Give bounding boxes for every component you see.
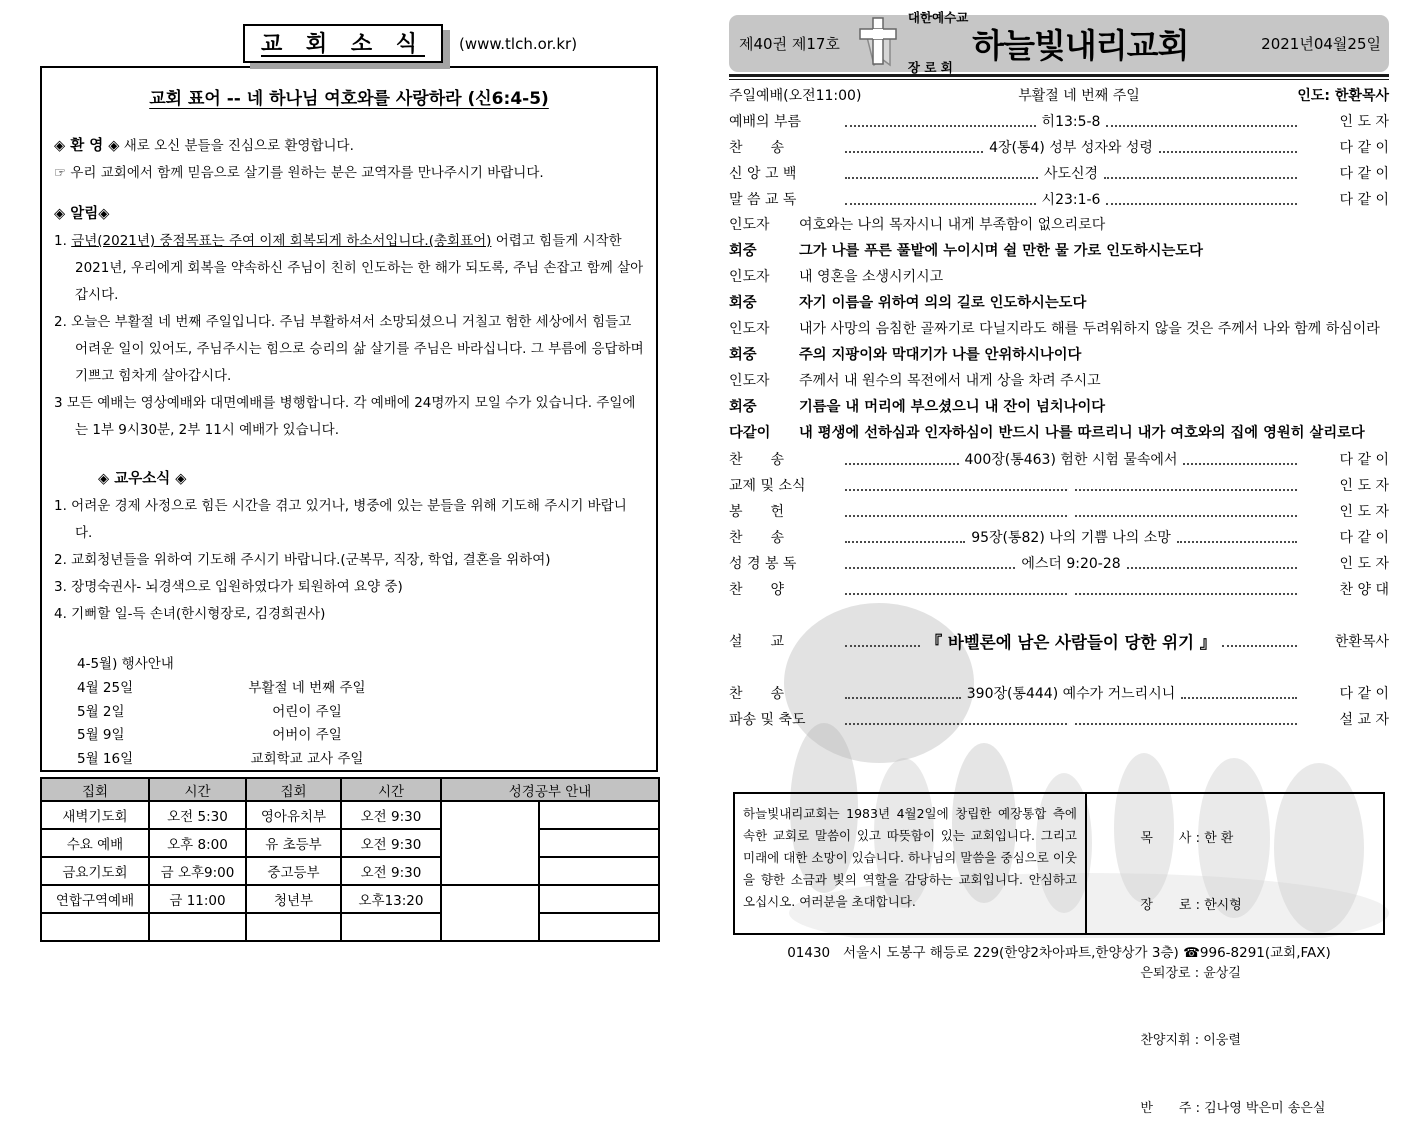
denomination: 대한예수교 장 로 회	[907, 9, 969, 76]
worship-label: 말 씀 교 독	[729, 192, 797, 208]
worship-label: 찬 송	[729, 140, 785, 156]
schedule-cell	[41, 913, 149, 941]
events-list	[77, 677, 644, 772]
member-news-heading: ◈ 교우소식 ◈	[98, 471, 187, 487]
schedule-header-cell: 집회	[41, 778, 149, 801]
dotted-leader	[845, 168, 1038, 179]
notice-item-2: 2. 오늘은 부활절 네 번째 주일입니다. 주님 부활하셔서 소망되셨으니 거칠고 험한 세상에서 힘들고 어려운 일이 있어도, 주님주시는 힘으로 승리의 삶 살기를 주님은 바라십니다. 그 부름에 응답하며 기쁘고 힘차게 살아갑시다.	[54, 314, 644, 384]
church-news-title	[243, 24, 443, 63]
worship-row	[729, 576, 1389, 602]
schedule-header-cell: 시간	[341, 778, 441, 801]
bulletin-box	[40, 66, 658, 772]
dotted-leader	[1075, 506, 1297, 517]
reading-text: 주의 지팡이와 막대기가 나를 안위하시나이다	[799, 347, 1082, 363]
schedule-cell: 오전 5:30	[149, 801, 246, 829]
staff-role: 찬양지휘 :	[1140, 1033, 1203, 1048]
dotted-leader	[1075, 584, 1297, 595]
schedule-cell: 오전 9:30	[341, 857, 441, 885]
worship-content: 95장(통82) 나의 기쁨 나의 소망	[971, 530, 1171, 546]
worship-role: 다 같 이	[1339, 192, 1390, 208]
reading-speaker: 인도자	[729, 373, 770, 389]
volume-label: 제40권 제17호	[739, 35, 840, 53]
event-row	[77, 748, 644, 772]
reading-speaker: 회중	[729, 399, 757, 415]
worship-label: 봉 헌	[729, 504, 785, 520]
worship-label: 찬 송	[729, 686, 785, 702]
schedule-cell: 유 초등부	[246, 829, 341, 857]
reading-speaker: 다같이	[729, 425, 771, 441]
reading-text: 내 평생에 선하심과 인자하심이 반드시 나를 따르리니 내가 여호와의 집에 영원히 살리로다	[799, 425, 1365, 441]
staff-role: 목 사 :	[1140, 831, 1204, 846]
worship-role: 인 도 자	[1339, 114, 1390, 130]
worship-order	[729, 82, 1389, 732]
worship-content: 『 바벨론에 남은 사람들이 당한 위기 』	[925, 633, 1217, 652]
schedule-header-cell-bible-study: 성경공부 안내	[441, 778, 659, 801]
member-news-item: 1. 어려운 경제 사정으로 힘든 시간을 겪고 있거나, 병중에 있는 분들을 위해 기도해 주시기 바랍니다.	[54, 498, 627, 541]
event-date	[77, 771, 182, 772]
dotted-leader	[1222, 636, 1297, 647]
reading-speaker: 인도자	[729, 217, 770, 233]
events-section	[77, 652, 644, 772]
staff-role: 반 주 :	[1140, 1101, 1204, 1116]
schedule-cell	[246, 913, 341, 941]
reading-text: 내 영혼을 소생시키시고	[799, 269, 944, 285]
staff-name: 한 환	[1204, 830, 1234, 846]
bible-study-empty-cell	[539, 801, 659, 829]
schedule-cell: 새벽기도회	[41, 801, 149, 829]
table-row	[41, 857, 659, 885]
worship-label: 예배의 부름	[729, 114, 802, 130]
bible-study-empty-cell	[539, 885, 659, 913]
dotted-leader	[845, 714, 1067, 725]
staff-role: 장 로 :	[1140, 898, 1204, 913]
schedule-header-cell: 집회	[246, 778, 341, 801]
worship-role: 다 같 이	[1339, 530, 1389, 546]
website-url: (www.tlch.or.kr)	[459, 34, 578, 53]
event-date: 4월 25일	[77, 680, 134, 696]
masthead	[729, 9, 1389, 76]
church-intro-text: 하늘빛내리교회는 1983년 4월2일에 창립한 예장통합 측에 속한 교회로 말씀이 있고 따뜻함이 있는 교회입니다. 그리고 미래에 대한 소망이 있습니다. 하나님의 말씀을 중심으로 이웃을 향한 소금과 빛의 역할을 감당하는 교회입니다. 안심하고 오십시오. 여러분을 초대합니다.	[735, 794, 1087, 933]
dotted-leader	[1177, 532, 1297, 543]
worship-list-1	[729, 108, 1389, 212]
schedule-cell: 수요 예배	[41, 829, 149, 857]
bible-study-empty-cell	[441, 885, 539, 941]
schedule-header-row	[41, 778, 659, 801]
reading-speaker: 인도자	[729, 269, 770, 285]
event-date: 5월 9일	[77, 727, 125, 743]
reading-row	[729, 394, 1389, 420]
schedule-cell: 영아유치부	[246, 801, 341, 829]
schedule-cell: 중고등부	[246, 857, 341, 885]
worship-row	[729, 446, 1389, 472]
dotted-leader	[845, 584, 1067, 595]
worship-row	[729, 680, 1389, 706]
event-name: 어버이 주일	[272, 727, 342, 743]
schedule-cell: 오전 9:30	[341, 801, 441, 829]
worship-row	[729, 160, 1389, 186]
event-name: 교회학교 교사 주일	[250, 750, 364, 767]
worship-row	[729, 628, 1389, 654]
church-news-title-text: 교 회 소 식	[261, 32, 425, 57]
worship-content: 히13:5-8	[1041, 114, 1101, 130]
worship-label: 신 앙 고 백	[729, 166, 797, 182]
table-row	[41, 829, 659, 857]
dotted-leader	[845, 636, 920, 647]
welcome-heading: ◈ 환 영 ◈	[54, 138, 120, 154]
service-leader: 인도: 한환목사	[1297, 88, 1389, 104]
dotted-leader	[1104, 168, 1297, 179]
schedule-cell: 금 11:00	[149, 885, 246, 913]
staff-name: 한시형	[1204, 898, 1242, 913]
dotted-leader	[1106, 194, 1297, 205]
member-news-item: 2. 교회청년들을 위하여 기도해 주시기 바랍니다.(군복무, 직장, 학업, 결혼을 위하여)	[54, 552, 551, 568]
worship-row	[729, 498, 1389, 524]
dotted-leader	[845, 116, 1036, 127]
worship-label: 성 경 봉 독	[729, 556, 797, 572]
reading-row	[729, 238, 1389, 264]
table-row	[41, 801, 659, 829]
staff-role: 은퇴장로 :	[1140, 966, 1203, 981]
worship-role: 다 같 이	[1339, 140, 1389, 156]
worship-role: 다 같 이	[1339, 686, 1390, 702]
reading-speaker: 인도자	[729, 321, 770, 337]
worship-role: 설 교 자	[1339, 712, 1389, 728]
schedule-cell: 오후 8:00	[149, 829, 246, 857]
worship-label: 파송 및 축도	[729, 712, 806, 728]
dotted-leader	[845, 506, 1067, 517]
worship-role: 다 같 이	[1339, 452, 1389, 468]
reading-speaker: 회중	[729, 295, 757, 311]
event-date: 5월 16일	[77, 750, 134, 767]
worship-content: 390장(통444) 예수가 거느리시니	[966, 686, 1176, 702]
worship-label: 찬 송	[729, 452, 785, 468]
reading-row	[729, 290, 1389, 316]
schedule-cell: 오후13:20	[341, 885, 441, 913]
dotted-leader	[845, 558, 1015, 569]
worship-role: 인 도 자	[1339, 478, 1389, 494]
staff-list	[1087, 794, 1383, 1116]
responsive-reading	[729, 212, 1389, 446]
worship-role: 찬 양 대	[1339, 582, 1389, 598]
notice-underlined: 금년(2021년) 중점목표는 주여 이제 회복되게 하소서입니다.(총회표어)	[71, 233, 492, 249]
notices-heading: ◈ 알림◈	[54, 206, 110, 222]
member-news-list	[54, 493, 644, 628]
event-name	[182, 771, 432, 772]
schedule-table	[40, 777, 660, 942]
schedule-cell	[149, 913, 246, 941]
staff-row	[1099, 1008, 1379, 1076]
reading-row	[729, 342, 1389, 368]
worship-label: 찬 송	[729, 530, 785, 546]
worship-content: 400장(통463) 험한 시험 물속에서	[964, 452, 1178, 468]
dotted-leader	[845, 532, 965, 543]
service-time: 주일예배(오전11:00)	[729, 88, 862, 104]
reading-text: 내가 사망의 음침한 골짜기로 다닐지라도 해를 두려워하지 않을 것은 주께서 나와 함께 하심이라	[799, 321, 1380, 337]
worship-content: 에스더 9:20-28	[1021, 556, 1121, 572]
event-name: 부활절 네 번째 주일	[248, 680, 366, 696]
dotted-leader	[1183, 454, 1297, 465]
dotted-leader	[1106, 116, 1297, 127]
church-logo cross-icon	[856, 17, 900, 71]
dotted-leader	[1075, 480, 1297, 491]
service-header	[729, 82, 1389, 108]
event-row	[77, 701, 644, 725]
schedule-cell: 금요기도회	[41, 857, 149, 885]
reading-row	[729, 368, 1389, 394]
event-date: 5월 2일	[77, 703, 125, 720]
event-row	[77, 724, 644, 748]
bible-study-empty-cell	[539, 913, 659, 941]
reading-text: 여호와는 나의 목자시니 내게 부족함이 없으리로다	[799, 217, 1106, 233]
reading-row	[729, 212, 1389, 238]
schedule-cell: 청년부	[246, 885, 341, 913]
staff-name: 윤상길	[1203, 965, 1241, 981]
welcome-line	[54, 133, 644, 160]
schedule-header-cell: 시간	[149, 778, 246, 801]
dotted-leader	[845, 454, 959, 465]
welcome-note: ☞ 우리 교회에서 함께 믿음으로 살기를 원하는 분은 교역자를 만나주시기 바랍니다.	[54, 165, 544, 181]
staff-name: 김나영 박은미 송은실	[1204, 1100, 1326, 1116]
worship-label: 설 교	[729, 634, 785, 650]
worship-content: 시23:1-6	[1041, 192, 1101, 208]
notice-item-3: 3 모든 예배는 영상예배와 대면예배를 병행합니다. 각 예배에 24명까지 모일 수가 있습니다. 주일에는 1부 9시30분, 2부 11시 예배가 있습니다.	[54, 395, 636, 438]
notice-item-1: 1. 금년(2021년) 중점목표는 주여 이제 회복되게 하소서입니다.(총회표어) 어렵고 힘들게 시작한 2021년, 우리에게 회복을 약속하신 주님이 친히 인도하는 한 해가 되도록, 주님 손잡고 함께 살아갑시다.	[54, 233, 644, 303]
events-title: 4-5월) 행사안내	[77, 656, 174, 672]
reading-row	[729, 316, 1389, 342]
bible-study-empty-cell	[441, 801, 539, 885]
reading-text: 그가 나를 푸른 풀밭에 누이시며 쉴 만한 물 가로 인도하시는도다	[799, 243, 1203, 259]
bible-study-empty-cell	[539, 829, 659, 857]
event-row	[77, 677, 644, 701]
worship-row	[729, 706, 1389, 732]
bible-study-empty-cell	[539, 857, 659, 885]
staff-row	[1099, 873, 1379, 941]
worship-row	[729, 134, 1389, 160]
dotted-leader	[845, 142, 983, 153]
reading-text: 주께서 내 원수의 목전에서 내게 상을 차려 주시고	[799, 373, 1101, 389]
reading-row	[729, 264, 1389, 290]
worship-content: 4장(통4) 성부 성자와 성령	[989, 140, 1153, 156]
event-name: 어린이 주일	[272, 703, 342, 720]
dotted-leader	[1075, 714, 1297, 725]
worship-label: 찬 양	[729, 582, 785, 598]
member-news-item: 3. 장명숙권사- 뇌경색으로 입원하였다가 퇴원하여 요양 중)	[54, 579, 403, 595]
schedule-cell: 금 오후9:00	[149, 857, 246, 885]
worship-role: 한환목사	[1334, 634, 1389, 650]
church-motto: 교회 표어 -- 네 하나님 여호와를 사랑하라 (신6:4-5)	[149, 89, 549, 109]
worship-role: 인 도 자	[1339, 504, 1389, 520]
event-row	[77, 771, 644, 772]
right-page	[729, 0, 1390, 1116]
welcome-text: 새로 오신 분들을 진심으로 환영합니다.	[123, 138, 354, 154]
staff-name: 이웅렬	[1203, 1033, 1241, 1048]
staff-row	[1099, 805, 1379, 873]
church-address: 01430 서울시 도봉구 해등로 229(한양2차아파트,한양상가 3층) ☎996-8291(교회,FAX)	[787, 945, 1331, 961]
worship-role: 인 도 자	[1339, 556, 1390, 572]
worship-role: 다 같 이	[1339, 166, 1390, 182]
worship-list-2	[729, 446, 1389, 732]
table-row	[41, 913, 659, 941]
worship-row	[729, 186, 1389, 212]
schedule-cell: 연합구역예배	[41, 885, 149, 913]
worship-label: 교제 및 소식	[729, 478, 806, 494]
member-news-item: 4. 기뻐할 일-득 손녀(한시형장로, 김경희권사)	[54, 606, 326, 622]
reading-speaker: 회중	[729, 347, 757, 363]
dotted-leader	[1159, 142, 1297, 153]
schedule-cell	[341, 913, 441, 941]
issue-date: 2021년04월25일	[1261, 35, 1381, 53]
reading-text: 자기 이름을 위하여 의의 길로 인도하시는도다	[799, 295, 1087, 311]
dotted-leader	[845, 688, 961, 699]
worship-row	[729, 472, 1389, 498]
table-row	[41, 885, 659, 913]
worship-row	[729, 108, 1389, 134]
church-name: 하늘빛내리교회	[972, 26, 1189, 65]
worship-content: 사도신경	[1043, 166, 1099, 182]
dotted-leader	[1127, 558, 1297, 569]
reading-text: 기름을 내 머리에 부으셨으니 내 잔이 넘치나이다	[799, 399, 1106, 415]
masthead-divider	[729, 74, 1389, 80]
service-title: 부활절 네 번째 주일	[1018, 88, 1140, 104]
dotted-leader	[1181, 688, 1297, 699]
dotted-leader	[845, 194, 1036, 205]
schedule-cell: 오전 9:30	[341, 829, 441, 857]
worship-row	[729, 550, 1389, 576]
worship-row	[729, 524, 1389, 550]
reading-speaker: 회중	[729, 243, 757, 259]
reading-row	[729, 420, 1389, 446]
dotted-leader	[845, 480, 1067, 491]
staff-row	[1099, 1075, 1379, 1143]
church-news-header	[243, 24, 577, 63]
